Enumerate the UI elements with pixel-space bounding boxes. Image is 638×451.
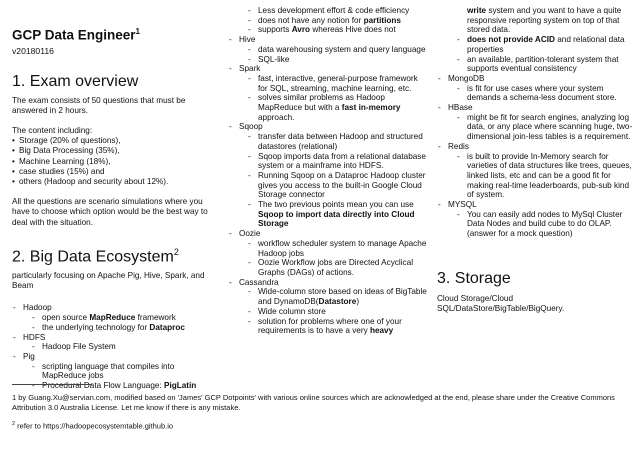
footnote-ref-2: 2 xyxy=(173,246,179,257)
footnote-1: 1 by Guang.Xu@servian.com, modified based on 'James' GCP Dotpoints' with various online sources which are acknowledged at the end, please share under the Creative Commons Attribution 3.0 Australia License. Let me know if there is any mistake. xyxy=(12,393,615,412)
list-item: - scripting language that compiles into MapReduce jobs xyxy=(32,361,175,381)
exam-intro: The exam consists of 50 questions that must be answered in 2 hours. xyxy=(12,95,186,115)
list-item-redis: - Redis xyxy=(438,141,469,151)
storage-text: Cloud Storage/Cloud SQL/DataStore/BigTable/BigQuery. xyxy=(437,293,565,314)
list-item: - Wide column store xyxy=(248,306,326,316)
list-item-mysql: - MYSQL xyxy=(438,200,477,210)
ecosystem-intro: particularly focusing on Apache Pig, Hive, Spark, and Beam xyxy=(12,271,205,291)
list-item: - Sqoop imports data from a relational database system or a mainframe into HDFS. xyxy=(248,151,426,171)
list-item: - solution for problems where one of your requirements is to have a very heavy xyxy=(248,316,402,336)
footnote-2: $^2$ refer to https://hadoopecosystemtable.github.io xyxy=(12,421,174,431)
section-heading-big-data: 2. Big Data Ecosystem$^2$ xyxy=(12,246,179,266)
document-title: GCP Data Engineer$^1$ xyxy=(12,27,140,43)
list-item-hdfs: - HDFS xyxy=(13,332,46,342)
list-item: - is built to provide In-Memory search for varieties of data structures like trees, queues, linked lists, etc and can be a good fit for making real-time leaderboards, pub-sub kind of system. xyxy=(457,151,632,200)
content-list xyxy=(12,136,208,187)
list-item: - does not have any notion for partitions xyxy=(248,15,401,25)
list-item-continued: write system and you want to have a quite responsive reporting system on top of that stored data. xyxy=(467,6,622,35)
version-label: v20180116 xyxy=(12,45,54,56)
column-right xyxy=(437,6,633,314)
list-item: - supports Avro whereas Hive does not xyxy=(248,25,396,35)
list-item-spark: - Spark xyxy=(229,64,261,74)
list-item: • others (Hadoop and security about 12%). xyxy=(12,177,208,187)
list-item: - solves similar problems as Hadoop MapReduce but with a fast in-memory approach. xyxy=(248,93,401,122)
list-item-hive: - Hive xyxy=(229,35,256,45)
list-item-oozie: - Oozie xyxy=(229,229,261,239)
list-item-pig: - Pig xyxy=(13,351,35,361)
footnote-divider xyxy=(12,384,92,385)
list-item: - Running Sqoop on a Dataproc Hadoop cluster gives you access to the built-in Google Cloud Storage connector xyxy=(248,170,426,200)
list-item: - transfer data between Hadoop and structured datastores (relational) xyxy=(248,132,423,151)
list-item: - Less development effort & code efficiency xyxy=(248,6,410,15)
content-label: The content including: xyxy=(12,125,93,135)
list-item: - SQL-like xyxy=(248,54,290,64)
list-item: - You can easily add nodes to MySql Cluster Data Nodes and build cube to do OLAP. (answer for a mock question) xyxy=(457,209,623,239)
list-item: - the underlying technology for Dataproc xyxy=(32,322,185,332)
list-item: - Wide-column store based on ideas of BigTable and DynamoDB(Datastore) xyxy=(248,287,427,307)
list-item: - fast, interactive, general-purpose framework for SQL, streaming, machine learning, etc. xyxy=(248,73,418,93)
list-item: • Big Data Processing (35%), xyxy=(12,146,208,156)
list-item: - an available, partition-tolerant system that supports eventual consistency xyxy=(457,54,619,74)
footnote-number: 1 xyxy=(12,393,17,402)
list-item: - is fit for use cases where your system demands a schema-less document store. xyxy=(457,83,617,103)
list-item: • case studies (15%) and xyxy=(12,167,208,177)
list-item-hadoop: - Hadoop xyxy=(13,303,52,313)
list-item: - Oozie Workflow jobs are Directed Acyclical Graphs (DAGs) of actions. xyxy=(248,258,414,277)
list-item: - Hadoop File System xyxy=(32,342,116,352)
ecosystem-list-part1 xyxy=(12,303,208,390)
list-item-sqoop: - Sqoop xyxy=(229,122,263,132)
list-item: - open source MapReduce framework xyxy=(32,313,176,323)
column-left xyxy=(12,24,208,391)
footnote-number: 2 xyxy=(12,421,16,427)
column-middle xyxy=(228,6,428,336)
section-heading-storage: 3. Storage xyxy=(437,269,511,287)
footnote-ref-1: 1 xyxy=(135,27,140,36)
section-heading-exam-overview: 1. Exam overview xyxy=(12,72,139,90)
list-item: • Storage (20% of questions), xyxy=(12,136,208,146)
list-item: - might be fit for search engines, analyzing log data, or any place where scanning huge, two-dimensional join-less tables is a requirement. xyxy=(457,112,633,142)
list-item-cassandra: - Cassandra xyxy=(229,277,279,287)
list-item: - does not provide ACID and relational data properties xyxy=(457,35,625,54)
list-item-mongodb: - MongoDB xyxy=(438,73,485,83)
list-item-hbase: - HBase xyxy=(438,103,473,113)
list-item: - workflow scheduler system to manage Apache Hadoop jobs xyxy=(248,238,427,258)
list-item: - Procedural Data Flow Language: PigLatin xyxy=(32,381,197,391)
list-item: - data warehousing system and query language xyxy=(248,44,426,54)
scenario-note: All the questions are scenario simulations where you have to choose which option would be the best way to deal with the situation. xyxy=(12,197,208,227)
list-item: • Machine Learning (18%), xyxy=(12,157,208,167)
list-item: - The two previous points mean you can use Sqoop to import data directly into Cloud Storage xyxy=(248,200,415,229)
